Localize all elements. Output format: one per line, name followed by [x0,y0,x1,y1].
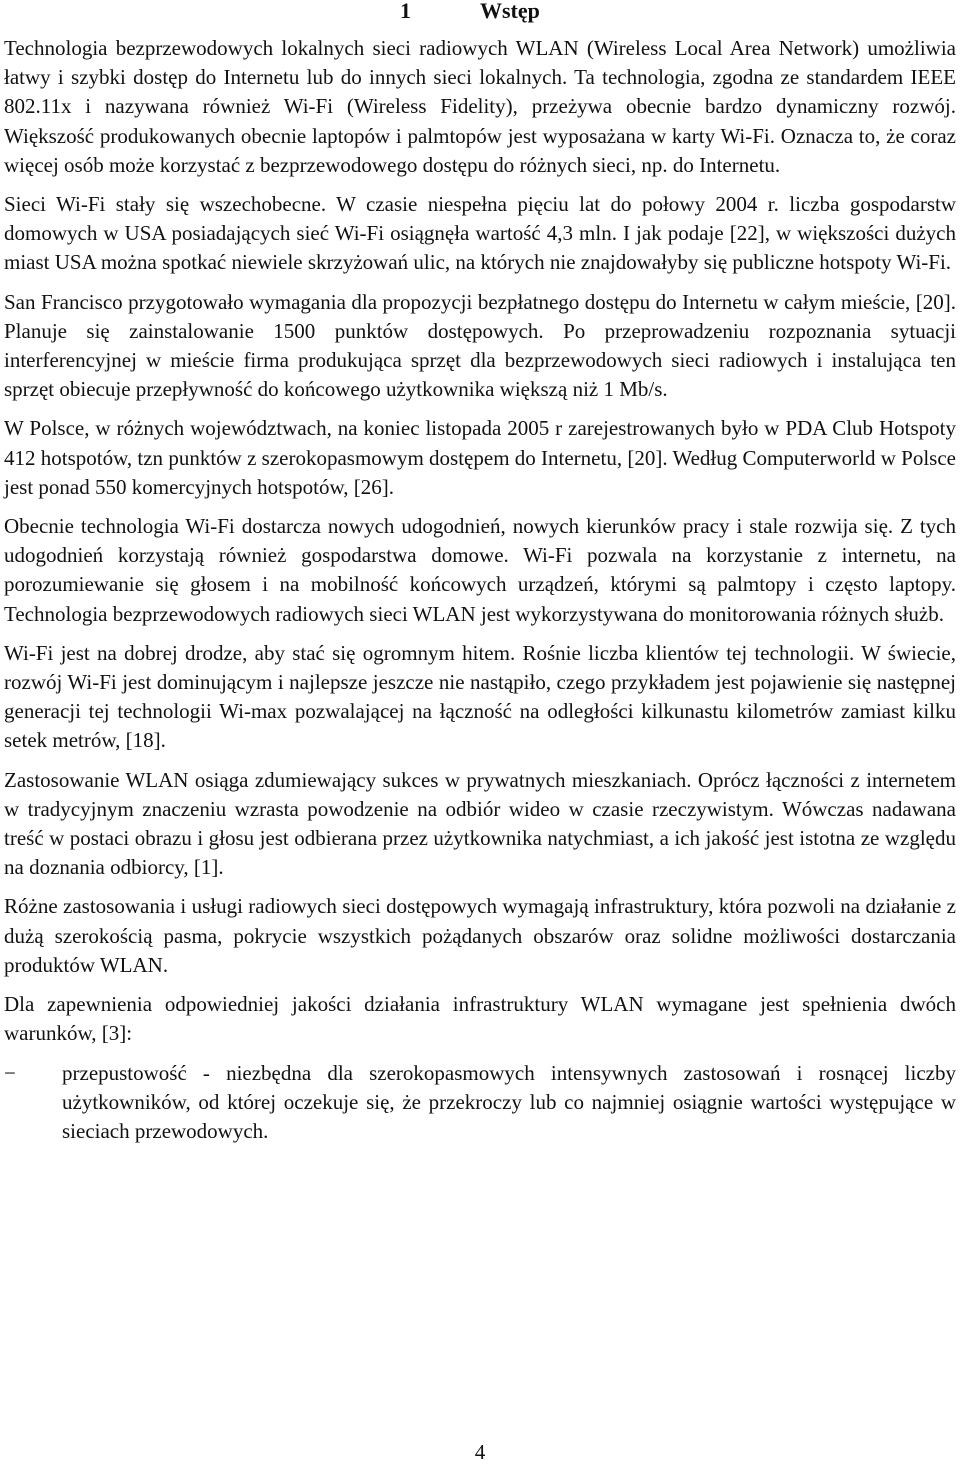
section-title: Wstęp [480,0,540,23]
paragraph-6: Wi-Fi jest na dobrej drodze, aby stać się ogromnym hitem. Rośnie liczba klientów tej technologii. W świecie, rozwój Wi-Fi jest dominującym i najlepsze jeszcze nie nastąpiło, czego przykładem jest pojawienie się następnej generacji tej technologii Wi-max pozwalającej na łączność na odległości kilkunastu kilometrów zamiast kilku setek metrów, [18]. [4,640,956,753]
requirements-list [4,1059,956,1147]
dash-bullet: − [4,1060,16,1085]
paragraph-2: Sieci Wi-Fi stały się wszechobecne. W czasie niespełna pięciu lat do połowy 2004 r. liczba gospodarstw domowych w USA posiadających sieć Wi-Fi osiągnęła wartość 4,3 mln. I jak podaje [22], w większości dużych miast USA można spotkać niewiele skrzyżowań ulic, na których nie znajdowałyby się publiczne hotspoty Wi-Fi. [4,192,956,275]
paragraph-5: Obecnie technologia Wi-Fi dostarcza nowych udogodnień, nowych kierunków pracy i stale rozwija się. Z tych udogodnień korzystają również gospodarstwa domowe. Wi-Fi pozwala na korzystanie z internetu, na porozumiewanie się głosem i na mobilność końcowych urządzeń, którymi są palmtopy i często laptopy. Technologia bezprzewodowych radiowych sieci WLAN jest wykorzystywana do monitorowania różnych służb. [4,514,956,626]
paragraph-8: Różne zastosowania i usługi radiowych sieci dostępowych wymagają infrastruktury, która pozwoli na działanie z dużą szerokością pasma, pokrycie wszystkich pożądanych obszarów oraz solidne możliwości dostarczania produktów WLAN. [4,894,956,977]
paragraph-1: Technologia bezprzewodowych lokalnych sieci radiowych WLAN (Wireless Local Area Network) umożliwia łatwy i szybki dostęp do Internetu lub do innych sieci lokalnych. Ta technologia, zgodna ze standardem IEEE 802.11x i nazywana również Wi-Fi (Wireless Fidelity), przeżywa obecnie bardzo dynamiczny rozwój. Większość produkowanych obecnie laptopów i palmtopów jest wyposażana w karty Wi-Fi. Oznacza to, że coraz więcej osób może korzystać z bezprzewodowego dostępu do różnych sieci, np. do Internetu. [4,36,956,177]
section-number: 1 [400,0,411,23]
section-heading [400,0,540,26]
paragraph-7: Zastosowanie WLAN osiąga zdumiewający sukces w prywatnych mieszkaniach. Oprócz łączności z internetem w tradycyjnym znaczeniu wzrasta powodzenie na odbiór wideo w czasie rzeczywistym. Wówczas nadawana treść w postaci obrazu i głosu jest odbierana przez użytkownika natychmiast, a ich jakość jest istotna ze względu na doznania odbiorcy, [1]. [4,767,956,880]
paragraph-3: San Francisco przygotowało wymagania dla propozycji bezpłatnego dostępu do Internetu w całym mieście, [20]. Planuje się zainstalowanie 1500 punktów dostępowych. Po przeprowadzeniu rozpoznania sytuacji interferencyjnej w mieście firma produkująca sprzęt dla bezprzewodowych sieci radiowych i instalująca ten sprzęt obiecuje przepływność do końcowego użytkownika większą niż 1 Mb/s. [4,289,956,402]
paragraph-4: W Polsce, w różnych województwach, na koniec listopada 2005 r zarejestrowanych było w PDA Club Hotspoty 412 hotspotów, tzn punktów z szerokopasmowym dostępem do Internetu, [20]. Według Computerworld w Polsce jest ponad 550 komercyjnych hotspotów, [26]. [4,416,956,499]
body-text [4,34,956,1146]
page-number: 4 [474,1440,486,1464]
list-item-text: przepustowość - niezbędna dla szerokopasmowych intensywnych zastosowań i rosnącej liczby użytkowników, od której oczekuje się, że przekroczy lub co najmniej osiągnie wartości występujące w sieciach przewodowych. [62,1060,956,1143]
paragraph-9: Dla zapewnienia odpowiedniej jakości działania infrastruktury WLAN wymagane jest spełnienia dwóch warunków, [3]: [4,992,956,1046]
list-item [4,1059,956,1147]
